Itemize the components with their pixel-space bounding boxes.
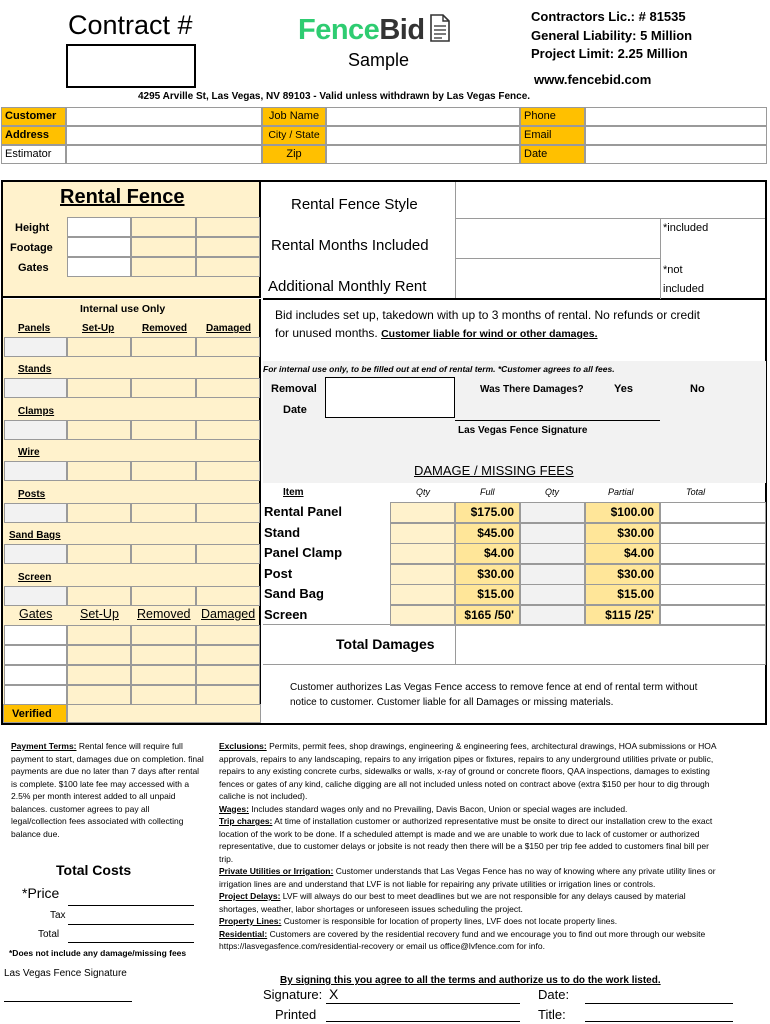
gates-field-3[interactable] [196,257,260,277]
gates-grid-cell[interactable] [67,645,131,665]
qty-full-field[interactable] [390,564,455,585]
setup-label: Set-Up [82,323,115,334]
logo-fence-text: Fence [298,14,380,46]
full-header: Full [480,487,495,497]
months-included-label: Rental Months Included [271,237,429,254]
months-included-field[interactable] [455,219,660,259]
phone-label: Phone [520,107,585,126]
contractor-license: Contractors Lic.: # 81535 [531,9,686,24]
removed-label: Removed [142,323,188,334]
gates-grid-cell[interactable] [131,645,196,665]
wages-text: Includes standard wages only and no Prevailing, Davis Bacon, Union or special wages are included. [251,803,628,814]
item-1-cell-3[interactable] [131,420,196,440]
damage-title: DAMAGE / MISSING FEES [414,463,574,478]
removal-label: Removal [271,383,317,395]
panels-cell-3[interactable] [131,337,196,357]
customer-label: Customer [1,107,66,126]
removal-date-label: Date [283,404,307,416]
website[interactable]: www.fencebid.com [534,72,652,87]
height-field-1[interactable] [67,217,131,237]
item-4-cell-1[interactable] [4,544,67,564]
item-4-cell-4[interactable] [196,544,260,564]
residential-text: Customers are covered by the residential recovery fund and we encourage you to find out more through our website https://lasvegasfence.com/residential-recovery or email us office@lvfence.com for info. [219,928,706,951]
private-title: Private Utilities or Irrigation: [219,866,334,876]
gates-grid-cell[interactable] [4,645,67,665]
trip-text: At time of installation customer or authorized representative must be onsite to direct our installation crew to the exact location of the work to be done. If a scheduled attempt is made and we are unable to work due to lack of customer or authorized representative, due to customer delays or jobsite is not ready then there will be a $150 per trip fee added to customers final bill per trip. [219,816,713,864]
signature-label: Signature: [263,987,323,1002]
item-2-cell-2[interactable] [67,461,131,481]
exclusions-text: Permits, permit fees, shop drawings, engineering & engineering fees, architectural drawings, HOA submissions or HOA approvals, repairs to any landscaping, repairs to any irrigation pipes or fixtures, repairs to any underground utilities private or public, repairs to any existing concrete curbs, sidewalks or walls, x-ray of ground or concrete floors, QAA inspections, damages to existing fences or gates of any kind, caliche digging are all not included unless noted on contract above (extra $150 per hour to dig through caliche is not included). [219,741,717,801]
qty-partial-header: Qty [545,487,560,497]
gates-grid-cell[interactable] [67,625,131,645]
payment-terms-title: Payment Terms: [11,741,77,751]
item-1-cell-2[interactable] [67,420,131,440]
full-price: $30.00 [455,564,520,585]
agree-text: By signing this you agree to all the terms and authorize us to do the work listed. [280,975,661,986]
partial-price: $115 /25' [585,605,660,626]
item-header: Item [283,487,304,498]
general-liability: General Liability: 5 Million [531,28,693,43]
verified-label: Verified [3,704,67,723]
included-note: *included [663,222,709,234]
tax-label: Tax [50,910,66,921]
internal-note: For internal use only, to be filled out at end of rental term. *Customer agrees to all fees. [263,364,615,374]
qty-partial-field[interactable] [520,564,585,585]
panels-cell-4[interactable] [196,337,260,357]
qty-full-field[interactable] [390,523,455,544]
gates-field-2[interactable] [131,257,196,277]
city-state-field[interactable] [326,126,520,145]
style-divider [263,298,766,300]
qty-partial-field[interactable] [520,543,585,564]
damages-question: Was There Damages? [480,384,584,395]
costs-note: *Does not include any damage/missing fees [9,948,187,958]
not-included-note: *not included [663,264,704,295]
monthly-rent-label: Additional Monthly Rent [268,278,427,295]
removal-field[interactable] [325,377,455,418]
damage-item-label: Post [264,565,293,581]
sign-title-line[interactable] [585,1021,733,1022]
delays-text: LVF will always do our best to meet deadlines but we are not responsible for any delays caused by material shortages, weather, labor shortages or unforeseen issues scheduling the project. [219,891,686,914]
internal-item-label: Clamps [18,405,55,417]
qty-full-field[interactable] [390,605,455,626]
property-title: Property Lines: [219,916,282,926]
date-label: Date [520,145,585,164]
sign-title-label: Title: [538,1007,566,1022]
estimator-field[interactable] [66,145,262,164]
qty-full-field[interactable] [390,543,455,564]
damage-item-label: Stand [264,524,301,540]
project-limit: Project Limit: 2.25 Million [531,46,688,61]
internal-signature-label: Las Vegas Fence Signature [458,425,588,436]
tax-line[interactable] [68,924,194,925]
item-0-cell-4[interactable] [196,378,260,398]
private-text: Customer understands that Las Vegas Fence has no way of knowing where any private utility lines or irrigation lines are and understand that LVF is not liable for repairing any private utilities or irrigation lines or controls. [219,866,716,889]
gates-damaged-label: Damaged [201,607,256,621]
printed-name-line[interactable] [326,1021,520,1022]
item-0-cell-3[interactable] [131,378,196,398]
internal-item-label: Wire [18,447,40,458]
damage-item-label: Screen [264,606,308,622]
footage-field-3[interactable] [196,237,260,257]
item-0-cell-1[interactable] [4,378,67,398]
zip-field[interactable] [326,145,520,164]
gates-field-1[interactable] [67,257,131,277]
logo-bid-text: Bid [379,14,425,46]
height-field-2[interactable] [131,217,196,237]
damaged-label: Damaged [206,323,252,334]
total-damages-label: Total Damages [336,636,435,652]
item-3-cell-1[interactable] [4,503,67,523]
total-label: Total [38,929,60,940]
property-text: Customer is responsible for location of property lines, LVF does not locate property lines. [283,916,618,926]
gates-grid-cell[interactable] [67,665,131,685]
row-total-field[interactable] [660,564,766,585]
item-1-cell-4[interactable] [196,420,260,440]
item-1-cell-1[interactable] [4,420,67,440]
lvf-signature-label: Las Vegas Fence Signature [4,968,127,979]
no-option[interactable]: No [690,383,705,395]
gates-grid-cell[interactable] [131,625,196,645]
price-label: *Price [22,885,60,901]
qty-partial-field[interactable] [520,523,585,544]
qty-full-header: Qty [416,487,431,497]
full-price: $165 /50' [455,605,520,626]
authorize-text: Customer authorizes Las Vegas Fence access to remove fence at end of rental term without notice to customer. Customer liable for all Damages or missing materials. [290,682,698,708]
total-costs-title: Total Costs [56,862,132,878]
info-grid [1,107,767,164]
partial-header: Partial [608,487,634,497]
partial-price: $30.00 [585,523,660,544]
yes-option[interactable]: Yes [614,383,633,395]
rental-style-label: Rental Fence Style [291,196,418,213]
item-5-cell-2[interactable] [67,586,131,606]
qty-partial-field[interactable] [520,502,585,523]
full-price: $4.00 [455,543,520,564]
signature-line[interactable] [455,420,660,421]
address-line: 4295 Arville St, Las Vegas, NV 89103 - Valid unless withdrawn by Las Vegas Fence. [138,91,531,102]
contract-title: Contract # [68,10,193,40]
height-label: Height [15,222,50,234]
verified-field[interactable] [67,704,261,723]
sign-date-label: Date: [538,987,570,1002]
gates-grid-cell[interactable] [131,685,196,705]
partial-price: $4.00 [585,543,660,564]
phone-field[interactable] [585,107,767,126]
printed-label: Printed [275,1007,317,1022]
job-name-field[interactable] [326,107,520,126]
item-2-cell-4[interactable] [196,461,260,481]
gates-grid-cell[interactable] [131,665,196,685]
partial-price: $100.00 [585,502,660,523]
total-header: Total [686,487,706,497]
damage-item-label: Rental Panel [264,504,343,519]
job-name-label: Job Name [262,107,326,126]
gates-grid-cell[interactable] [67,685,131,705]
footage-label: Footage [10,242,53,254]
item-3-cell-2[interactable] [67,503,131,523]
email-label: Email [520,126,585,145]
damage-item-label: Panel Clamp [264,545,343,560]
gates-label: Gates [18,262,49,274]
price-line[interactable] [68,905,194,906]
internal-item-label: Posts [18,488,46,500]
email-field[interactable] [585,126,767,145]
full-price: $45.00 [455,523,520,544]
address-field[interactable] [66,126,262,145]
logo-subtitle: Sample [348,50,410,70]
item-2-cell-3[interactable] [131,461,196,481]
wages-title: Wages: [219,803,249,814]
customer-field[interactable] [66,107,262,126]
qty-partial-field[interactable] [520,605,585,626]
rental-fence-title: Rental Fence [60,186,185,208]
footage-field-2[interactable] [131,237,196,257]
full-price: $15.00 [455,584,520,605]
style-vdivider [660,219,661,299]
document-icon [429,14,451,42]
lvf-signature-line[interactable] [4,1001,132,1002]
payment-terms-text: Rental fence will require full payment to start, damages due on completion. final payments are due no later than 7 days after rental is complete. $100 late fee may accessed with a 2.5% per month interest added to all unpaid balances. customer agrees to pay all legal/collection fees associated with collecting balance due. [11,741,204,839]
panels-cell-1[interactable] [4,337,67,357]
internal-item-label: Sand Bags [9,530,61,541]
row-total-field[interactable] [660,584,766,605]
gates-grid-cell[interactable] [196,645,260,665]
qty-full-field[interactable] [390,502,455,523]
estimator-label: Estimator [1,145,66,164]
gates-setup-label: Set-Up [80,607,119,621]
item-5-cell-4[interactable] [196,586,260,606]
damage-item-label: Sand Bag [264,586,324,601]
terms-block [219,740,717,953]
internal-item-label: Screen [18,571,52,583]
item-5-cell-3[interactable] [131,586,196,606]
row-total-field[interactable] [660,502,766,523]
monthly-rent-field[interactable] [455,259,660,298]
panels-cell-2[interactable] [67,337,131,357]
item-5-cell-1[interactable] [4,586,67,606]
exclusions-title: Exclusions: [219,741,267,751]
bid-text-bold: Customer liable for wind or other damages. [381,328,598,340]
total-line[interactable] [68,942,194,943]
contract-number-box[interactable] [66,44,196,88]
partial-price: $15.00 [585,584,660,605]
bid-text [275,306,705,343]
gates-grid-cell[interactable] [4,685,67,705]
gates-grid-cell[interactable] [196,665,260,685]
panels-label: Panels [18,323,51,334]
address-label: Address [1,126,66,145]
item-4-cell-3[interactable] [131,544,196,564]
payment-terms [11,740,206,840]
item-0-cell-2[interactable] [67,378,131,398]
date-field[interactable] [585,145,767,164]
gates-col-label: Gates [19,607,53,621]
partial-price: $30.00 [585,564,660,585]
sign-date-line[interactable] [585,1003,733,1004]
gates-grid-cell[interactable] [4,625,67,645]
gates-grid-cell[interactable] [4,665,67,685]
internal-use-title: Internal use Only [80,303,166,315]
item-2-cell-1[interactable] [4,461,67,481]
height-field-3[interactable] [196,217,260,237]
row-total-field[interactable] [660,543,766,564]
gates-grid-cell[interactable] [196,685,260,705]
fencebid-logo [298,14,451,48]
total-damages-field[interactable] [455,624,766,665]
zip-label: Zip [262,145,326,164]
gates-grid-cell[interactable] [196,625,260,645]
row-total-field[interactable] [660,605,766,626]
trip-title: Trip charges: [219,816,273,826]
gates-removed-label: Removed [137,607,191,621]
city-state-label: City / State [262,126,326,145]
item-3-cell-4[interactable] [196,503,260,523]
item-4-cell-2[interactable] [67,544,131,564]
customer-signature-line[interactable] [326,1003,520,1004]
bid-text-main: Bid includes set up, takedown with up to 3 months of rental. No refunds or credit for unused months. [275,308,700,340]
footage-field-1[interactable] [67,237,131,257]
internal-item-label: Stands [18,364,52,375]
qty-partial-field[interactable] [520,584,585,605]
item-3-cell-3[interactable] [131,503,196,523]
signature-x: X [329,986,339,1002]
delays-title: Project Delays: [219,891,281,901]
rental-style-field[interactable] [455,182,765,219]
row-total-field[interactable] [660,523,766,544]
qty-full-field[interactable] [390,584,455,605]
residential-title: Residential: [219,928,268,939]
full-price: $175.00 [455,502,520,523]
